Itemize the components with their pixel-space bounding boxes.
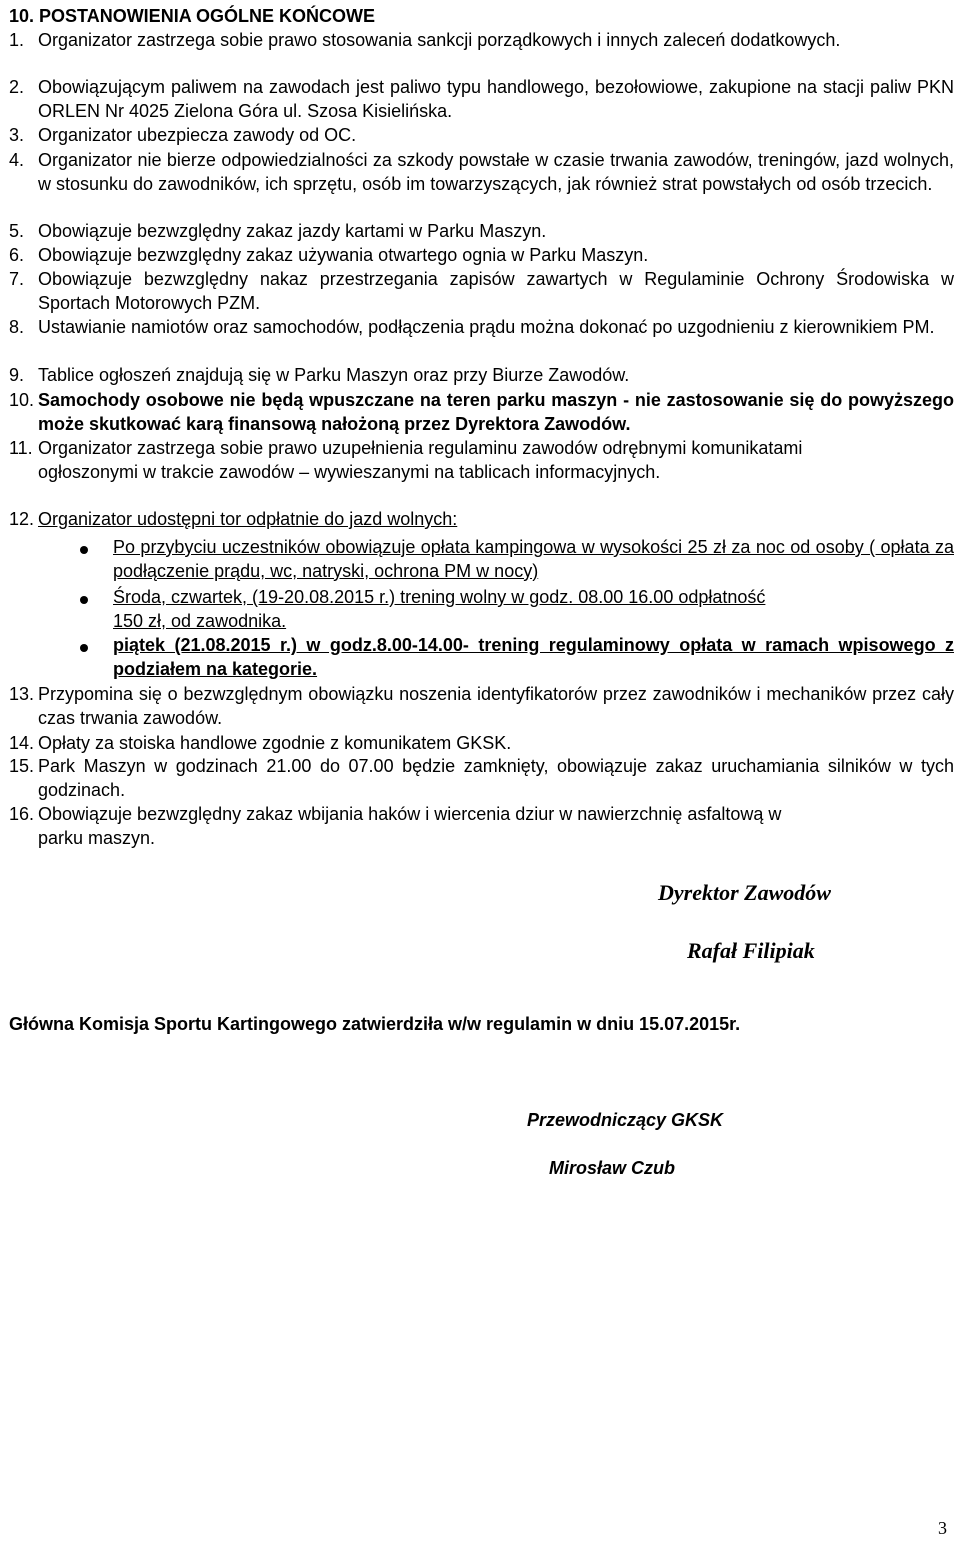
item-number: 12.	[9, 509, 35, 529]
gksk-chair-name: Mirosław Czub	[549, 1158, 676, 1178]
bullet-icon	[80, 546, 88, 554]
item-text: Tablice ogłoszeń znajdują się w Parku Maszyn oraz przy Biurze Zawodów.	[38, 365, 630, 385]
item-text: Organizator zastrzega sobie prawo stosowania sankcji porządkowych i innych zaleceń dodatkowych.	[38, 30, 841, 50]
item-text: Obowiązuje bezwzględny nakaz przestrzegania zapisów zawartych w Regulaminie Ochrony Środowiska w Sportach Motorowych PZM.	[38, 269, 954, 313]
list-item	[9, 316, 954, 340]
approval-statement: Główna Komisja Sportu Kartingowego zatwierdziła w/w regulamin w dniu 15.07.2015r.	[9, 1014, 741, 1034]
bullet-text: piątek (21.08.2015 r.) w godz.8.00-14.00- trening regulaminowy opłata w ramach wpisowego z podziałem na kategorie.	[113, 635, 954, 679]
item-number: 14.	[9, 733, 35, 753]
item-text: Organizator ubezpiecza zawody od OC.	[38, 125, 357, 145]
item-number: 3.	[9, 125, 25, 145]
page-number: 3	[938, 1518, 947, 1538]
list-item	[9, 389, 954, 437]
item-number: 7.	[9, 269, 25, 289]
list-item	[9, 437, 954, 485]
list-item	[9, 76, 954, 124]
list-item	[9, 149, 954, 197]
signature-name: Rafał Filipiak	[687, 938, 815, 963]
gksk-chair-title: Przewodniczący GKSK	[527, 1110, 724, 1130]
list-item	[9, 29, 954, 53]
item-number: 15.	[9, 756, 35, 776]
item-number: 9.	[9, 365, 25, 385]
bullet-item	[9, 634, 954, 682]
item-text: Park Maszyn w godzinach 21.00 do 07.00 będzie zamknięty, obowiązuje zakaz uruchamiania silników w tych godzinach.	[38, 756, 954, 800]
item-number: 11.	[9, 438, 33, 458]
item-text: Organizator nie bierze odpowiedzialności za szkody powstałe w czasie trwania zawodów, treningów, jazd wolnych, w stosunku do zawodników, ich sprzętu, osób im towarzyszących, jak również strat powstałych od osób trzecich.	[38, 150, 954, 194]
item-text: Obowiązuje bezwzględny zakaz wbijania haków i wiercenia dziur w nawierzchnię asfaltową w parku maszyn.	[38, 804, 782, 848]
item-number: 16.	[9, 804, 35, 824]
bullet-icon	[80, 596, 88, 604]
item-number: 10.	[9, 390, 35, 410]
signature-title: Dyrektor Zawodów	[658, 880, 831, 905]
item-text: Obowiązującym paliwem na zawodach jest paliwo typu handlowego, bezołowiowe, zakupione na stacji paliw PKN ORLEN Nr 4025 Zielona Góra ul. Szosa Kisielińska.	[38, 77, 954, 121]
bullet-text: Środa, czwartek, (19-20.08.2015 r.) trening wolny w godz. 08.00 16.00 odpłatność 150 zł, od zawodnika.	[113, 587, 766, 631]
item-text: Organizator udostępni tor odpłatnie do jazd wolnych:	[38, 509, 458, 529]
item-text: Ustawianie namiotów oraz samochodów, podłączenia prądu można dokonać po uzgodnieniu z kierownikiem PM.	[38, 317, 935, 337]
item-number: 4.	[9, 150, 25, 170]
list-item	[9, 803, 954, 851]
bullet-text: Po przybyciu uczestników obowiązuje opłata kampingowa w wysokości 25 zł za noc od osoby ( opłata za podłączenie prądu, wc, natryski, ochrona PM w nocy)	[113, 537, 954, 581]
item-number: 5.	[9, 221, 25, 241]
item-text: Przypomina się o bezwzględnym obowiązku noszenia identyfikatorów przez zawodników i mechaników przez cały czas trwania zawodów.	[38, 684, 954, 728]
list-item	[9, 755, 954, 803]
list-item	[9, 124, 954, 148]
item-number: 8.	[9, 317, 25, 337]
item-number: 13.	[9, 684, 35, 704]
bullet-item	[9, 586, 954, 634]
item-text: Obowiązuje bezwzględny zakaz używania otwartego ognia w Parku Maszyn.	[38, 245, 649, 265]
list-item	[9, 508, 954, 532]
list-item	[9, 364, 954, 388]
bullet-icon	[80, 644, 88, 652]
item-text: Organizator zastrzega sobie prawo uzupełnienia regulaminu zawodów odrębnymi komunikatami ogłoszonymi w trakcie zawodów – wywieszanymi na tablicach informacyjnych.	[38, 438, 803, 482]
item-text: Opłaty za stoiska handlowe zgodnie z komunikatem GKSK.	[38, 733, 512, 753]
item-text: Obowiązuje bezwzględny zakaz jazdy kartami w Parku Maszyn.	[38, 221, 547, 241]
item-text: Samochody osobowe nie będą wpuszczane na teren parku maszyn - nie zastosowanie się do powyższego może skutkować karą finansową nałożoną przez Dyrektora Zawodów.	[38, 390, 954, 434]
bullet-item	[9, 536, 954, 584]
item-number: 2.	[9, 77, 25, 97]
section-heading: 10. POSTANOWIENIA OGÓLNE KOŃCOWE	[9, 6, 376, 26]
item-number: 6.	[9, 245, 25, 265]
list-item	[9, 683, 954, 731]
list-item	[9, 732, 954, 756]
list-item	[9, 268, 954, 316]
item-number: 1.	[9, 30, 25, 50]
list-item	[9, 244, 954, 268]
list-item	[9, 220, 954, 244]
